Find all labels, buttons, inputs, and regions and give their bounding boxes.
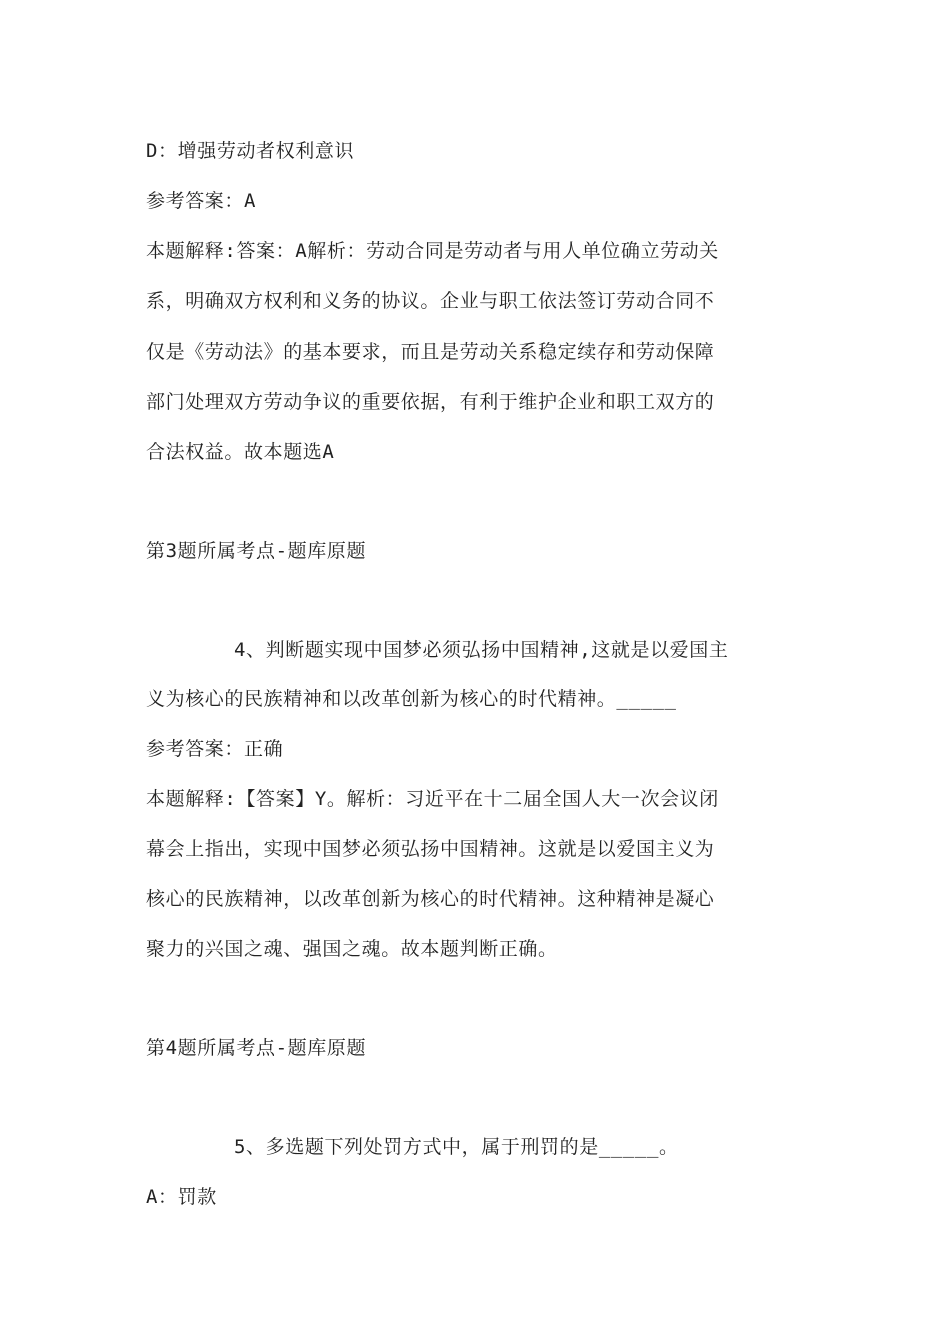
q4-explanation-line: 幕会上指出，实现中国梦必须弘扬中国精神。这就是以爱国主义为 <box>146 838 715 860</box>
q2-explanation-line: 合法权益。故本题选A <box>146 441 335 463</box>
q2-explanation-line: 本题解释:答案：A解析：劳动合同是劳动者与用人单位确立劳动关 <box>146 240 719 262</box>
q4-topic-heading: 第4题所属考点-题库原题 <box>146 1037 367 1059</box>
q4-answer: 参考答案：正确 <box>146 738 284 760</box>
q2-explanation-line: 部门处理双方劳动争议的重要依据，有利于维护企业和职工双方的 <box>146 391 715 413</box>
q5-option-a: A：罚款 <box>146 1186 217 1208</box>
q2-answer: 参考答案：A <box>146 190 257 212</box>
q2-explanation-line: 仅是《劳动法》的基本要求，而且是劳动关系稳定续存和劳动保障 <box>146 341 715 363</box>
q2-explanation-line: 系，明确双方权利和义务的协议。企业与职工依法签订劳动合同不 <box>146 290 715 312</box>
q3-topic-heading: 第3题所属考点-题库原题 <box>146 540 367 562</box>
q4-explanation-line: 核心的民族精神，以改革创新为核心的时代精神。这种精神是凝心 <box>146 888 715 910</box>
q5-question: 5、多选题下列处罚方式中，属于刑罚的是_____。 <box>234 1136 679 1158</box>
q4-question-line: 义为核心的民族精神和以改革创新为核心的时代精神。_____ <box>146 688 677 710</box>
q4-question-line: 4、判断题实现中国梦必须弘扬中国精神,这就是以爱国主 <box>234 639 729 661</box>
q4-explanation-line: 本题解释:【答案】Y。解析：习近平在十二届全国人大一次会议闭 <box>146 788 719 810</box>
q2-option-d: D：增强劳动者权利意识 <box>146 140 355 162</box>
q4-explanation-line: 聚力的兴国之魂、强国之魂。故本题判断正确。 <box>146 938 558 960</box>
